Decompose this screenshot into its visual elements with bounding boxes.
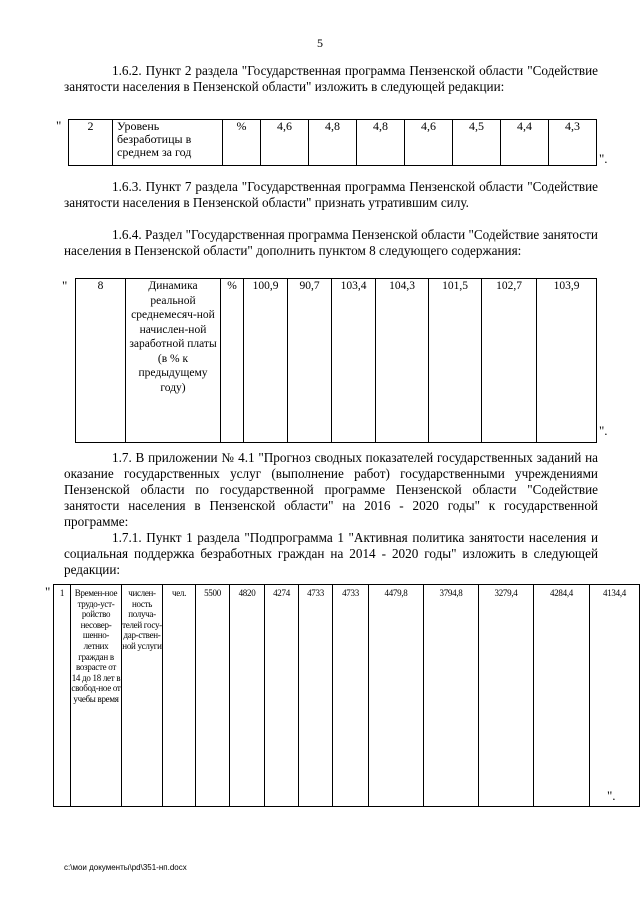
table-service-forecast — [53, 584, 640, 807]
value-cell: 101,5 — [429, 279, 482, 443]
value-cell: 3279,4 — [479, 585, 534, 807]
unit-cell: чел. — [163, 585, 196, 807]
table-wage-dynamics — [75, 278, 597, 443]
value-cell: 4,6 — [261, 120, 309, 166]
value-cell: 4284,4 — [534, 585, 590, 807]
value-cell: 3794,8 — [424, 585, 479, 807]
indicator-name: Уровень безработицы в среднем за год — [113, 120, 223, 166]
value-cell: 4479,8 — [369, 585, 424, 807]
row-number: 2 — [69, 120, 113, 166]
footer-file-path: c:\мои документы\pd\351-нп.docx — [64, 863, 187, 872]
table1-open-quote: " — [56, 118, 62, 133]
value-cell: 4,3 — [549, 120, 597, 166]
paragraph-1-6-2: 1.6.2. Пункт 2 раздела "Государственная программа Пензенской области "Содействие занятости населения в Пензенской области" изложить в следующей редакции: — [64, 63, 598, 94]
value-cell: 103,4 — [332, 279, 376, 443]
value-cell: 4733 — [333, 585, 369, 807]
value-cell: 102,7 — [482, 279, 537, 443]
table3-close-quote: ". — [607, 788, 616, 803]
table-unemployment — [68, 119, 597, 166]
value-cell: 4,4 — [501, 120, 549, 166]
value-cell: 4,8 — [309, 120, 357, 166]
value-cell: 103,9 — [537, 279, 597, 443]
value-cell: 100,9 — [244, 279, 288, 443]
value-cell: 4,5 — [453, 120, 501, 166]
value-cell: 104,3 — [376, 279, 429, 443]
page-number: 5 — [317, 36, 323, 50]
paragraph-1-6-4: 1.6.4. Раздел "Государственная программа Пензенской области "Содействие занятости населения в Пензенской области" дополнить пунктом 8 следующего содержания: — [64, 227, 598, 258]
value-cell: 4274 — [265, 585, 299, 807]
paragraph-1-6-3: 1.6.3. Пункт 7 раздела "Государственная программа Пензенской области "Содействие занятости населения в Пензенской области" признать утратившим силу. — [64, 179, 598, 210]
row-number: 1 — [54, 585, 71, 807]
paragraph-1-7-1: 1.7.1. Пункт 1 раздела "Подпрограмма 1 "Активная политика занятости населения и социальная поддержка безработных граждан на 2014 - 2020 годы" изложить в следующей редакции: — [64, 530, 598, 577]
value-cell: 4134,4 — [590, 585, 640, 807]
value-cell: 4,8 — [357, 120, 405, 166]
unit-cell: % — [223, 120, 261, 166]
indicator-name: числен-ность получа-телей госу-дар-ствен-ной услуги — [122, 585, 163, 807]
value-cell: 4733 — [299, 585, 333, 807]
table2-close-quote: ". — [599, 423, 608, 438]
value-cell: 5500 — [196, 585, 230, 807]
unit-cell: % — [221, 279, 244, 443]
value-cell: 90,7 — [288, 279, 332, 443]
table-row — [76, 279, 597, 443]
value-cell: 4820 — [230, 585, 265, 807]
row-number: 8 — [76, 279, 126, 443]
table3-open-quote: " — [45, 584, 51, 599]
paragraph-1-7: 1.7. В приложении № 4.1 "Прогноз сводных показателей государственных заданий на оказание государственных услуг (выполнение работ) государственными учреждениями Пензенской области по государственной программе Пензенской области "Содействие занятости населения в Пензенской области" на 2016 - 2020 годы" к государственной программе: — [64, 450, 598, 529]
indicator-name: Динамика реальной среднемесяч-ной начислен-ной заработной платы (в % к предыдущему году) — [126, 279, 221, 443]
table-row — [54, 585, 640, 807]
table1-close-quote: ". — [599, 151, 608, 166]
table2-open-quote: " — [62, 278, 68, 293]
value-cell: 4,6 — [405, 120, 453, 166]
service-name: Времен-ное трудо-уст-ройство несовер-шенно-летних граждан в возрасте от 14 до 18 лет в свобод-ное от учебы время — [71, 585, 122, 807]
table-row — [69, 120, 597, 166]
